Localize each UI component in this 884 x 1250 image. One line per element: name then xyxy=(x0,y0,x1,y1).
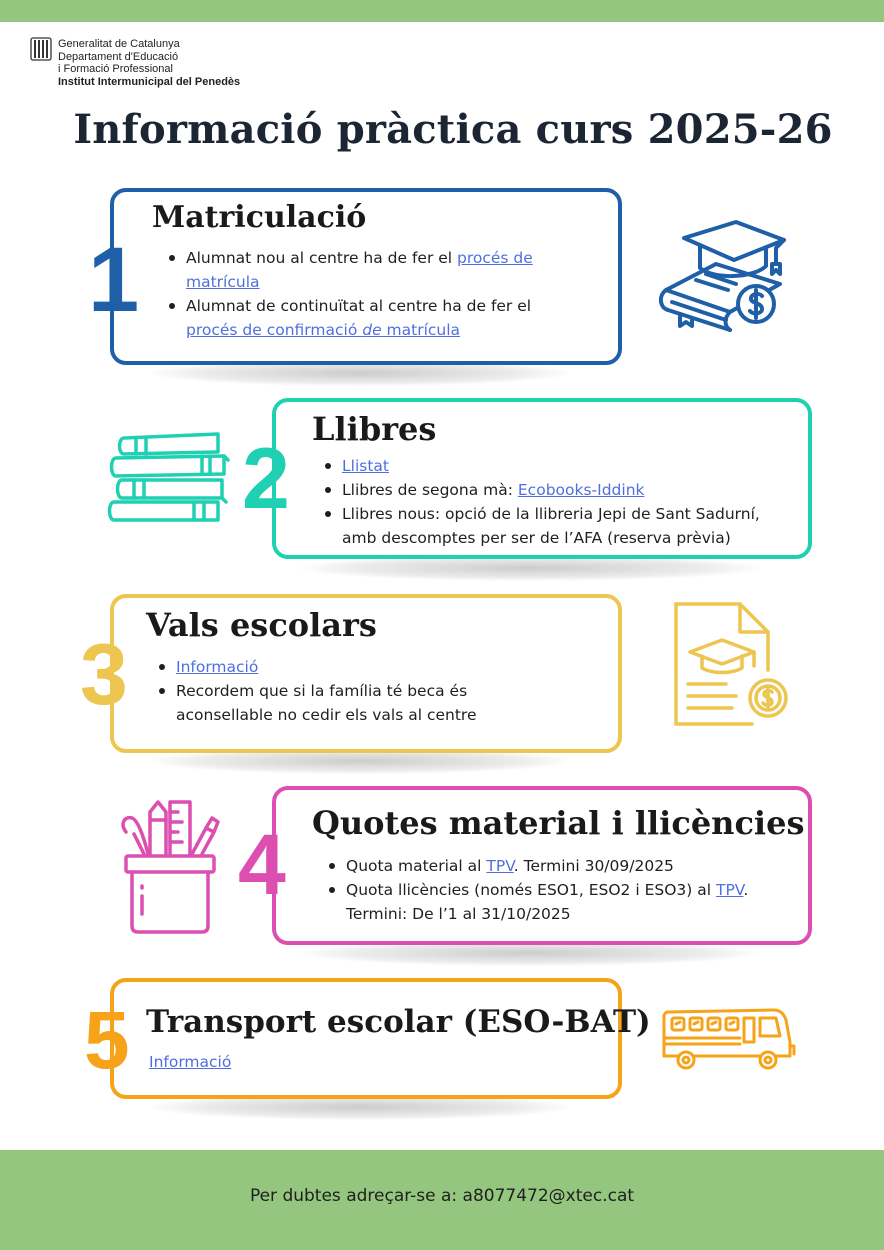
section-number: 4 xyxy=(238,817,286,913)
list-item-text: . xyxy=(743,881,749,899)
list-item-text: amb descomptes per ser de l’AFA (reserva prèvia) xyxy=(342,529,731,547)
logo-line-1: Generalitat de Catalunya xyxy=(58,38,180,50)
logo-line-3: i Formació Professional xyxy=(58,63,173,75)
material-fee-tpv-link[interactable]: TPV xyxy=(486,857,514,875)
graduation-book-icon xyxy=(656,218,792,332)
list-item xyxy=(156,679,596,727)
list-item-text: Quota llicències (només ESO1, ESO2 i ESO3) al xyxy=(346,881,716,899)
section-list xyxy=(166,246,606,342)
books-stack-icon xyxy=(106,430,230,524)
section-title: Llibres xyxy=(312,410,437,448)
footer-contact-text: Per dubtes adreçar-se a: a8077472@xtec.cat xyxy=(249,1186,635,1206)
list-item-text: Alumnat de continuïtat al centre ha de fer el xyxy=(186,297,532,315)
enrollment-process-link[interactable]: procés de matrícula xyxy=(186,249,533,291)
section-list xyxy=(322,454,802,550)
section-list xyxy=(156,655,596,727)
list-item-text: aconsellable no cedir els vals al centre xyxy=(176,706,477,724)
page-title: Informació pràctica curs 2025-26 xyxy=(73,106,833,153)
section-title: Transport escolar (ESO-BAT) xyxy=(146,1004,651,1040)
book-list-link[interactable]: Llistat xyxy=(342,457,389,475)
section-number: 5 xyxy=(84,995,130,1086)
list-item xyxy=(156,655,596,679)
list-item-text: Llibres de segona mà: xyxy=(342,481,518,499)
list-item xyxy=(326,854,806,878)
list-item-text: Llibres nous: opció de la llibreria Jepi de Sant Sadurní, xyxy=(342,505,760,523)
transport-info-link[interactable]: Informació xyxy=(149,1053,232,1071)
school-bus-icon xyxy=(660,1006,796,1074)
ecobooks-link[interactable]: Ecobooks-Iddink xyxy=(517,481,645,499)
list-item-text: Alumnat nou al centre ha de fer el xyxy=(186,249,458,267)
list-item xyxy=(326,878,806,926)
list-item-text: Recordem que si la família té beca és xyxy=(176,682,468,700)
list-item-text: Quota material al xyxy=(346,857,487,875)
section-title: Quotes material i llicències xyxy=(312,804,805,842)
enrollment-confirmation-link[interactable]: procés de confirmació de matrícula xyxy=(186,321,461,339)
section-number: 2 xyxy=(242,431,290,527)
section-title: Matriculació xyxy=(152,200,367,235)
list-item xyxy=(166,294,606,342)
list-item xyxy=(322,502,802,550)
logo-line-4: Institut Intermunicipal del Penedès xyxy=(58,75,241,88)
list-item xyxy=(322,454,802,478)
logo-line-2: Departament d'Educació xyxy=(58,50,179,63)
license-fee-tpv-link[interactable]: TPV xyxy=(715,881,744,899)
generalitat-emblem-icon xyxy=(30,37,52,63)
section-title: Vals escolars xyxy=(146,606,377,644)
vouchers-info-link[interactable]: Informació xyxy=(176,658,259,676)
list-item xyxy=(166,246,606,294)
list-item xyxy=(322,478,802,502)
pencil-cup-icon xyxy=(120,798,220,934)
section-list xyxy=(326,854,806,926)
section-number: 3 xyxy=(80,627,128,723)
list-item-text: . Termini 30/09/2025 xyxy=(513,857,674,875)
section-number: 1 xyxy=(88,229,140,331)
list-item-text: Termini: De l’1 al 31/10/2025 xyxy=(346,905,571,923)
top-accent-bar xyxy=(0,0,884,22)
scholarship-document-icon xyxy=(670,600,792,730)
